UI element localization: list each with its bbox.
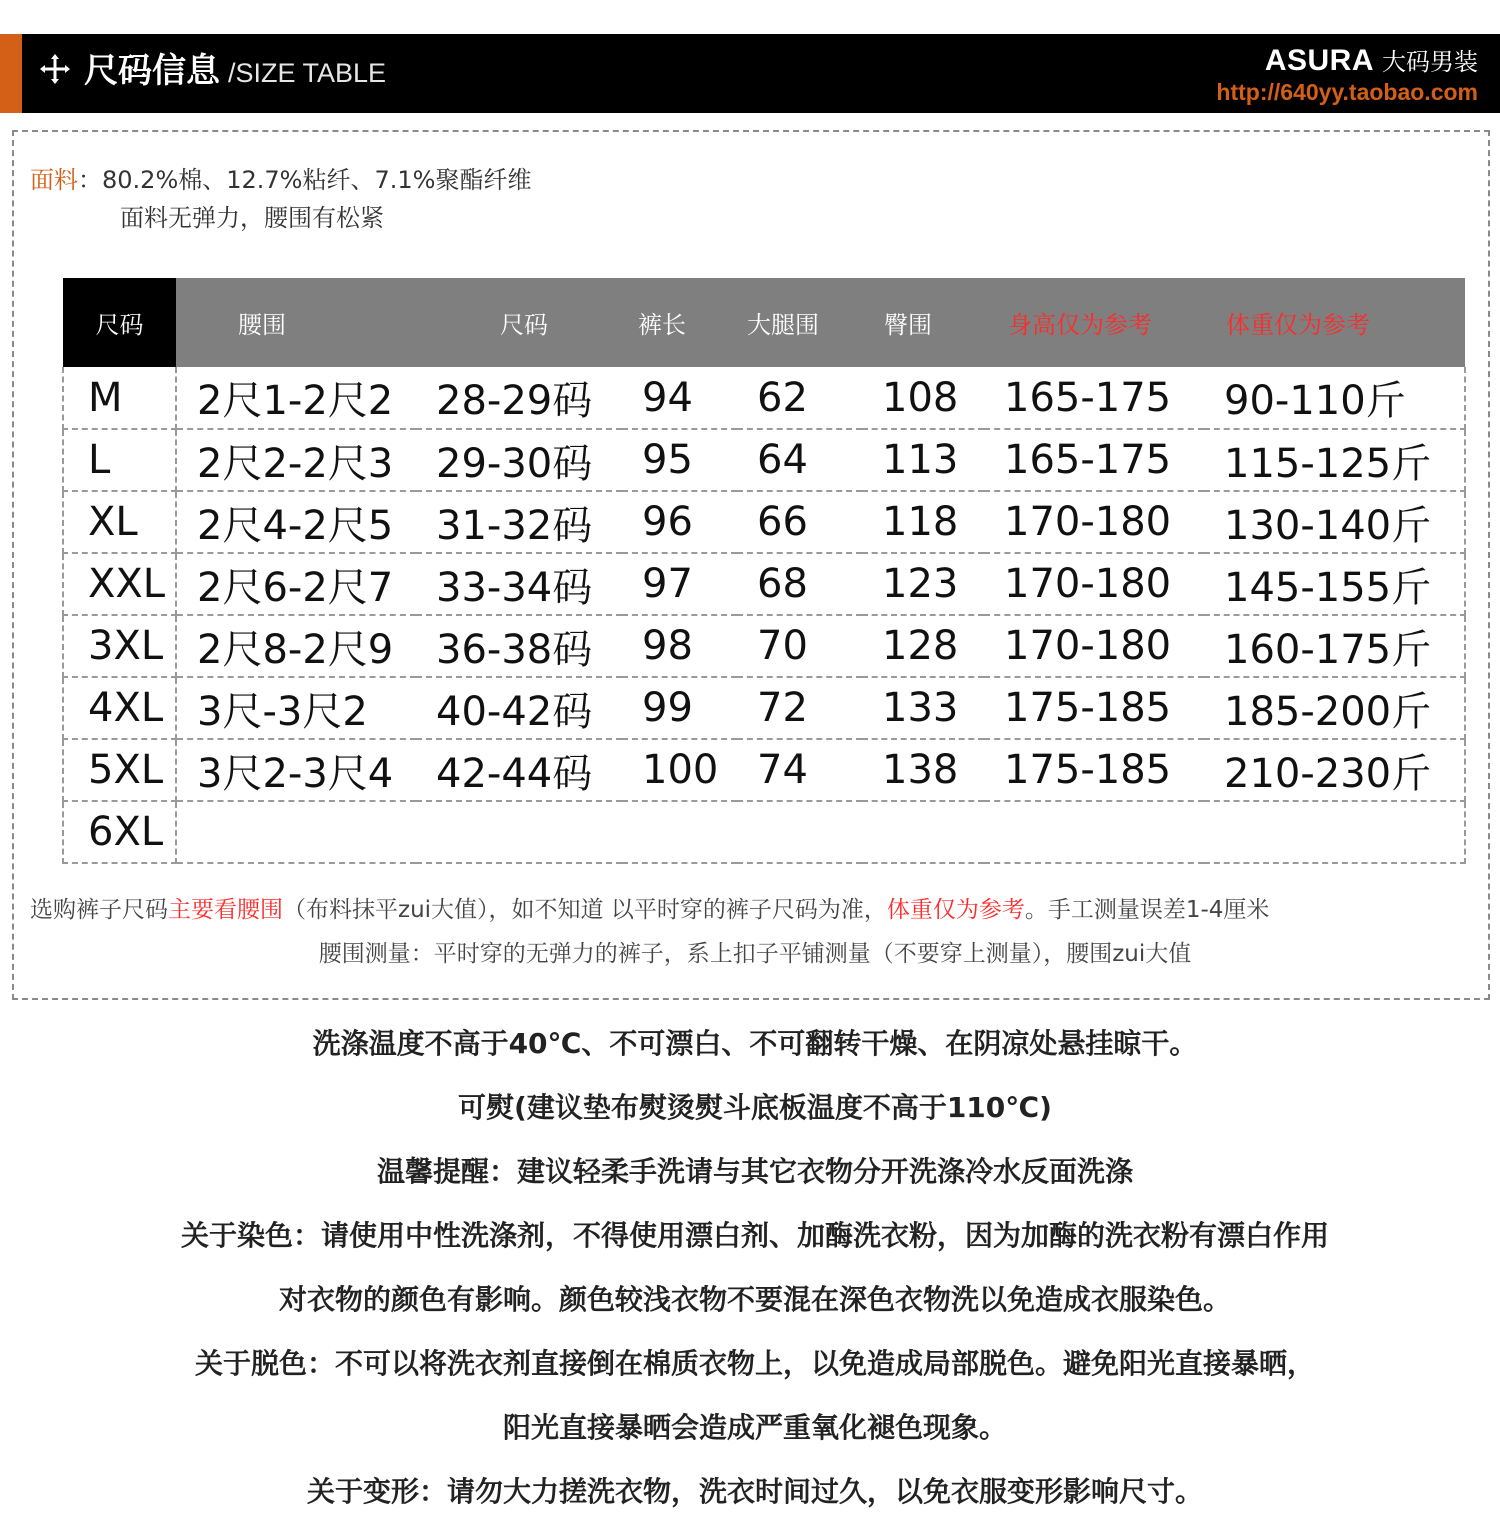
- cell-height: 170-180: [984, 615, 1204, 677]
- header-thigh: 大腿围: [737, 278, 862, 367]
- cell-thigh: 64: [737, 429, 862, 491]
- header-size: 尺码: [63, 278, 176, 367]
- page-subtitle: /SIZE TABLE: [228, 58, 387, 88]
- cell-hip: 108: [862, 367, 984, 429]
- cell-weight: 115-125斤: [1204, 429, 1465, 491]
- table-row: [63, 429, 1465, 491]
- brand-url: http://640yy.taobao.com: [1216, 79, 1478, 105]
- cell-weight: 185-200斤: [1204, 677, 1465, 739]
- cell-hip: 118: [862, 491, 984, 553]
- cell-waist: 2尺1-2尺2: [176, 367, 416, 429]
- cell-length: 96: [622, 491, 737, 553]
- cell-height: 175-185: [984, 677, 1204, 739]
- cell-size: XXL: [63, 553, 176, 615]
- header-accent-bar: [0, 34, 22, 113]
- cell-size-code: 40-42码: [416, 677, 622, 739]
- cell-size: 5XL: [63, 739, 176, 801]
- cell-waist: [176, 801, 416, 863]
- table-row: [63, 739, 1465, 801]
- header-height: 身高仅为参考: [984, 278, 1204, 367]
- table-header-row: [63, 278, 1465, 367]
- cell-size: 6XL: [63, 801, 176, 863]
- care-line: 洗涤温度不高于40℃、不可漂白、不可翻转干燥、在阴凉处悬挂晾干。: [312, 1027, 1198, 1060]
- fabric-label: 面料: [30, 166, 78, 194]
- fabric-info: [30, 160, 531, 200]
- table-row: [63, 615, 1465, 677]
- cell-height: 165-175: [984, 367, 1204, 429]
- cell-hip: [862, 801, 984, 863]
- cell-size-code: 31-32码: [416, 491, 622, 553]
- cell-size-code: 28-29码: [416, 367, 622, 429]
- cell-thigh: 66: [737, 491, 862, 553]
- cell-height: 165-175: [984, 429, 1204, 491]
- cell-weight: [1204, 801, 1465, 863]
- cell-weight: 90-110斤: [1204, 367, 1465, 429]
- cell-hip: 138: [862, 739, 984, 801]
- cell-waist: 2尺8-2尺9: [176, 615, 416, 677]
- cell-size-code: 33-34码: [416, 553, 622, 615]
- cell-size-code: [416, 801, 622, 863]
- care-line: 可熨(建议垫布熨烫熨斗底板温度不高于110℃): [458, 1091, 1052, 1124]
- cell-weight: 145-155斤: [1204, 553, 1465, 615]
- size-table: [62, 278, 1466, 864]
- cell-thigh: 62: [737, 367, 862, 429]
- cell-weight: 210-230斤: [1204, 739, 1465, 801]
- cross-arrows-icon: [40, 54, 70, 84]
- cell-size: 4XL: [63, 677, 176, 739]
- care-line: 阳光直接暴晒会造成严重氧化褪色现象。: [502, 1411, 1007, 1444]
- note-highlight-weight: 体重仅为参考: [886, 897, 1025, 923]
- header-size-code: 尺码: [416, 278, 622, 367]
- cell-size: M: [63, 367, 176, 429]
- header-band: [0, 34, 1500, 113]
- cell-thigh: 68: [737, 553, 862, 615]
- header-length: 裤长: [622, 278, 737, 367]
- header-weight: 体重仅为参考: [1204, 278, 1465, 367]
- cell-thigh: 70: [737, 615, 862, 677]
- cell-size-code: 42-44码: [416, 739, 622, 801]
- care-line: 温馨提醒：建议轻柔手洗请与其它衣物分开洗涤冷水反面洗涤: [376, 1155, 1133, 1188]
- brand-tagline: 大码男装: [1382, 48, 1478, 76]
- cell-size: XL: [63, 491, 176, 553]
- cell-waist: 3尺2-3尺4: [176, 739, 416, 801]
- table-row: [63, 491, 1465, 553]
- cell-size: 3XL: [63, 615, 176, 677]
- cell-height: 170-180: [984, 491, 1204, 553]
- cell-length: [622, 801, 737, 863]
- cell-waist: 2尺4-2尺5: [176, 491, 416, 553]
- size-note-2: 腰围测量：平时穿的无弹力的裤子，系上扣子平铺测量（不要穿上测量），腰围zui大值: [318, 941, 1192, 967]
- note-text: 。手工测量误差1-4厘米: [1024, 897, 1270, 923]
- cell-hip: 133: [862, 677, 984, 739]
- note-text: （布料抹平zui大值），如不知道 以平时穿的裤子尺码为准，: [283, 897, 887, 923]
- cell-length: 98: [622, 615, 737, 677]
- cell-size-code: 36-38码: [416, 615, 622, 677]
- cell-size: L: [63, 429, 176, 491]
- header-title: [40, 48, 386, 94]
- cell-waist: 2尺6-2尺7: [176, 553, 416, 615]
- cell-thigh: 74: [737, 739, 862, 801]
- cell-length: 97: [622, 553, 737, 615]
- cell-waist: 2尺2-2尺3: [176, 429, 416, 491]
- header-waist: 腰围: [176, 278, 416, 367]
- cell-thigh: [737, 801, 862, 863]
- page-title: 尺码信息: [84, 51, 220, 91]
- fabric-separator: ：: [78, 166, 102, 194]
- table-row: [63, 677, 1465, 739]
- cell-height: [984, 801, 1204, 863]
- care-line: 关于染色：请使用中性洗涤剂，不得使用漂白剂、加酶洗衣粉，因为加酶的洗衣粉有漂白作用: [180, 1219, 1329, 1252]
- header-hip: 臀围: [862, 278, 984, 367]
- size-note-1: [30, 890, 1480, 930]
- fabric-note: 面料无弹力，腰围有松紧: [120, 204, 384, 232]
- cell-hip: 113: [862, 429, 984, 491]
- cell-size-code: 29-30码: [416, 429, 622, 491]
- cell-hip: 123: [862, 553, 984, 615]
- care-line: 关于变形：请勿大力搓洗衣物，洗衣时间过久，以免衣服变形影响尺寸。: [306, 1475, 1203, 1508]
- care-line: 对衣物的颜色有影响。颜色较浅衣物不要混在深色衣物洗以免造成衣服染色。: [278, 1283, 1231, 1316]
- cell-weight: 130-140斤: [1204, 491, 1465, 553]
- fabric-composition: 80.2%棉、12.7%粘纤、7.1%聚酯纤维: [102, 166, 532, 194]
- note-highlight-waist: 主要看腰围: [168, 897, 283, 923]
- cell-length: 94: [622, 367, 737, 429]
- cell-thigh: 72: [737, 677, 862, 739]
- cell-height: 175-185: [984, 739, 1204, 801]
- cell-hip: 128: [862, 615, 984, 677]
- table-row: [63, 553, 1465, 615]
- cell-weight: 160-175斤: [1204, 615, 1465, 677]
- care-line: 关于脱色：不可以将洗衣剂直接倒在棉质衣物上，以免造成局部脱色。避免阳光直接暴晒，: [194, 1347, 1315, 1380]
- table-row: [63, 801, 1465, 863]
- cell-length: 95: [622, 429, 737, 491]
- brand-name: ASURA: [1264, 44, 1374, 77]
- table-row: [63, 367, 1465, 429]
- note-text: 选购裤子尺码: [30, 897, 168, 923]
- cell-length: 99: [622, 677, 737, 739]
- cell-height: 170-180: [984, 553, 1204, 615]
- cell-waist: 3尺-3尺2: [176, 677, 416, 739]
- brand-logo: [1216, 42, 1478, 106]
- cell-length: 100: [622, 739, 737, 801]
